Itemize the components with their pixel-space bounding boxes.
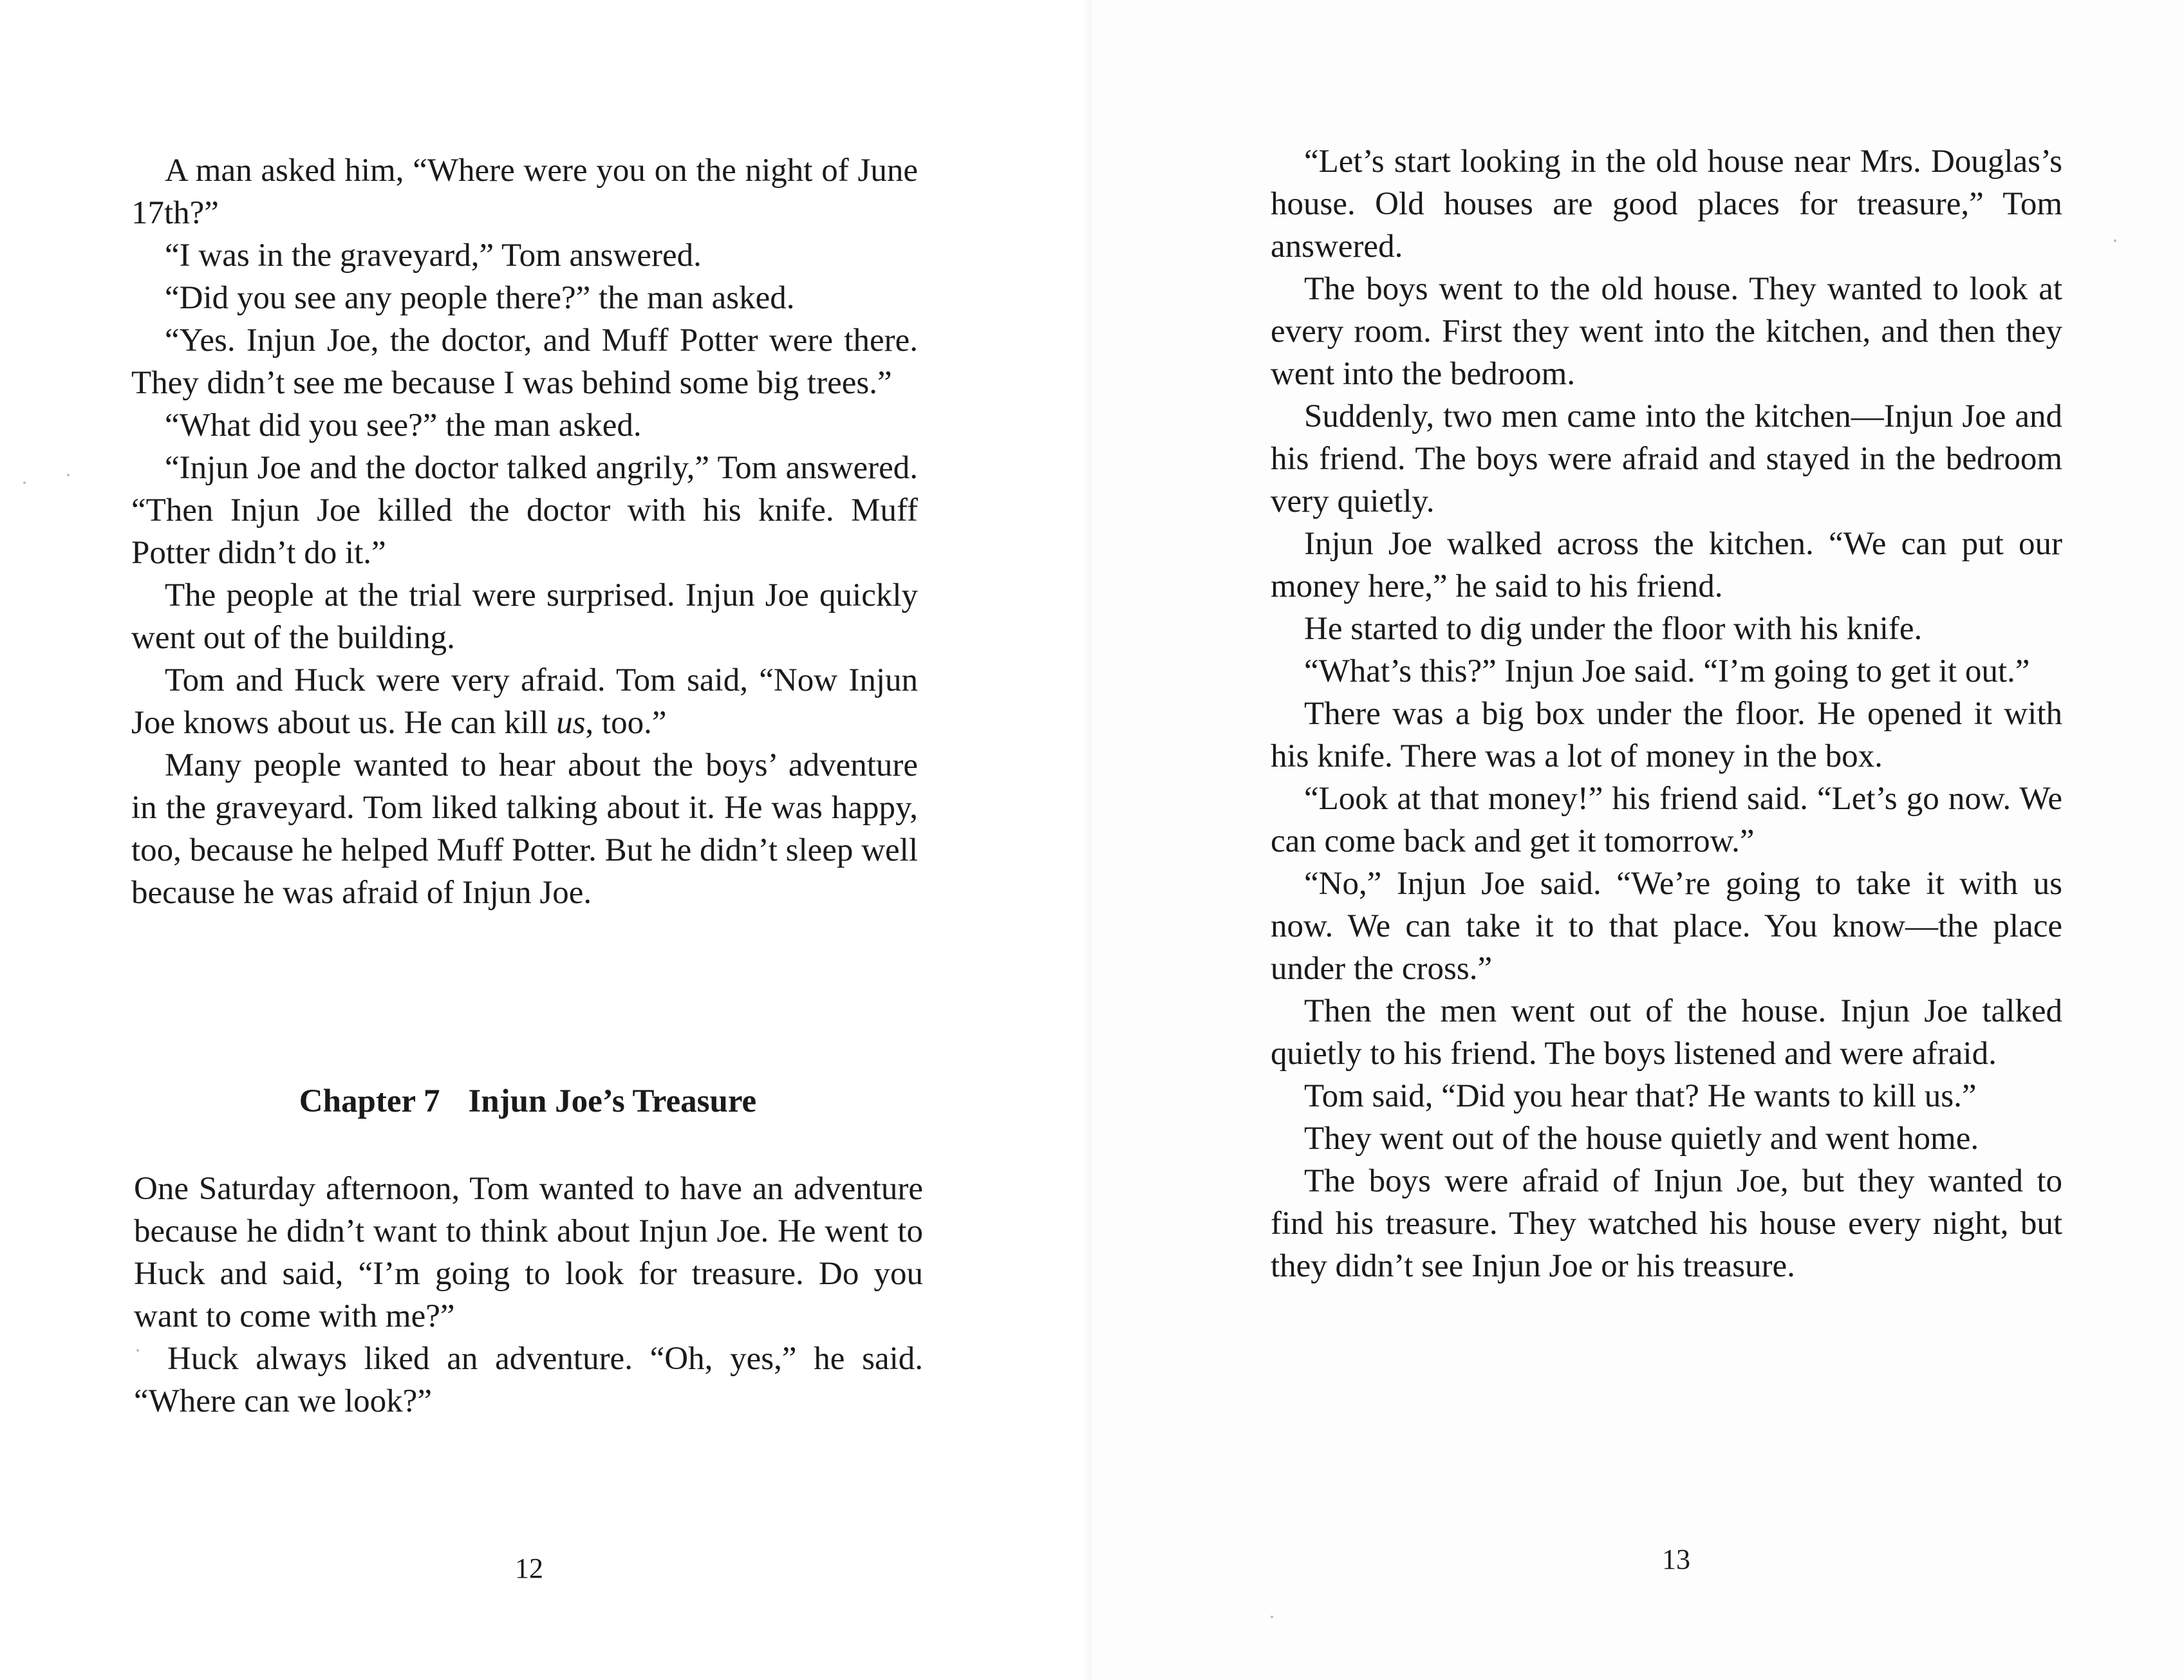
page-number: 12: [515, 1553, 543, 1584]
scan-speck: [1271, 1616, 1273, 1618]
paragraph: Tom said, “Did you hear that? He wants to kill us.”: [1304, 1078, 1977, 1114]
paragraph: “Let’s start looking in the old house near Mrs. Douglas’s house. Old houses are good places for treasure,” Tom answered.: [1271, 144, 2062, 265]
paragraph: “What did you see?” the man asked.: [165, 407, 642, 443]
paragraph: “Injun Joe and the doctor talked angrily,” Tom answered. “Then Injun Joe killed the doctor with his knife. Muff Potter didn’t do it.”: [131, 450, 918, 571]
paragraph: There was a big box under the floor. He opened it with his knife. There was a lot of money in the box.: [1271, 696, 2062, 774]
paragraph: They went out of the house quietly and went home.: [1304, 1121, 1979, 1157]
paragraph: Injun Joe walked across the kitchen. “We can put our money here,” he said to his friend.: [1271, 526, 2062, 604]
chapter-number: Chapter 7: [299, 1083, 440, 1119]
paragraph-text: Tom and Huck were very afraid. Tom said, “Now Injun Joe knows about us. He can kill: [131, 662, 918, 741]
chapter-title: Injun Joe’s Treasure: [468, 1083, 757, 1119]
right-page-text: [1271, 140, 2062, 1287]
chapter-heading: [0, 1080, 1056, 1123]
scan-speck: [136, 1349, 139, 1352]
paragraph: “Yes. Injun Joe, the doctor, and Muff Potter were there. They didn’t see me because I was behind some big trees.”: [131, 322, 918, 401]
paragraph: A man asked him, “Where were you on the night of June 17th?”: [131, 153, 918, 231]
paragraph: The people at the trial were surprised. Injun Joe quickly went out of the building.: [131, 577, 918, 656]
paragraph: One Saturday afternoon, Tom wanted to have an adventure because he didn’t want to think about Injun Joe. He went to Huck and said, “I’m going to look for treasure. Do you want to come with me?”: [134, 1171, 923, 1334]
paragraph: Huck always liked an adventure. “Oh, yes,” he said. “Where can we look?”: [134, 1341, 923, 1419]
paragraph-text: , too.”: [585, 705, 667, 741]
paragraph: Many people wanted to hear about the boys’ adventure in the graveyard. Tom liked talking about it. He was happy, too, because he helped Muff Potter. But he didn’t sleep well because he was afraid of Injun Joe.: [131, 747, 918, 911]
paragraph: He started to dig under the floor with his knife.: [1304, 611, 1923, 647]
paragraph: “What’s this?” Injun Joe said. “I’m going to get it out.”: [1304, 653, 2030, 689]
scan-speck: [23, 481, 26, 484]
scan-speck: [2114, 239, 2116, 242]
paragraph: “Did you see any people there?” the man asked.: [165, 280, 795, 316]
paragraph-with-emphasis: [131, 659, 918, 744]
right-page: [1092, 0, 2184, 1680]
page-number: 13: [1662, 1544, 1690, 1575]
paragraph: “No,” Injun Joe said. “We’re going to take it with us now. We can take it to that place. You know—the place under the cross.”: [1271, 866, 2062, 987]
emphasized-word: us: [556, 705, 586, 741]
left-page-text: [131, 149, 918, 914]
chapter-text: [134, 1168, 923, 1423]
paragraph: Then the men went out of the house. Injun Joe talked quietly to his friend. The boys listened and were afraid.: [1271, 993, 2062, 1072]
paragraph: “Look at that money!” his friend said. “Let’s go now. We can come back and get it tomorrow.”: [1271, 781, 2062, 859]
paragraph: The boys went to the old house. They wanted to look at every room. First they went into the kitchen, and then they went into the bedroom.: [1271, 271, 2062, 392]
scan-speck: [67, 474, 70, 476]
paragraph: The boys were afraid of Injun Joe, but they wanted to find his treasure. They watched his house every night, but they didn’t see Injun Joe or his treasure.: [1271, 1163, 2062, 1284]
paragraph: “I was in the graveyard,” Tom answered.: [165, 238, 702, 274]
paragraph: Suddenly, two men came into the kitchen—Injun Joe and his friend. The boys were afraid and stayed in the bedroom very quietly.: [1271, 398, 2062, 519]
